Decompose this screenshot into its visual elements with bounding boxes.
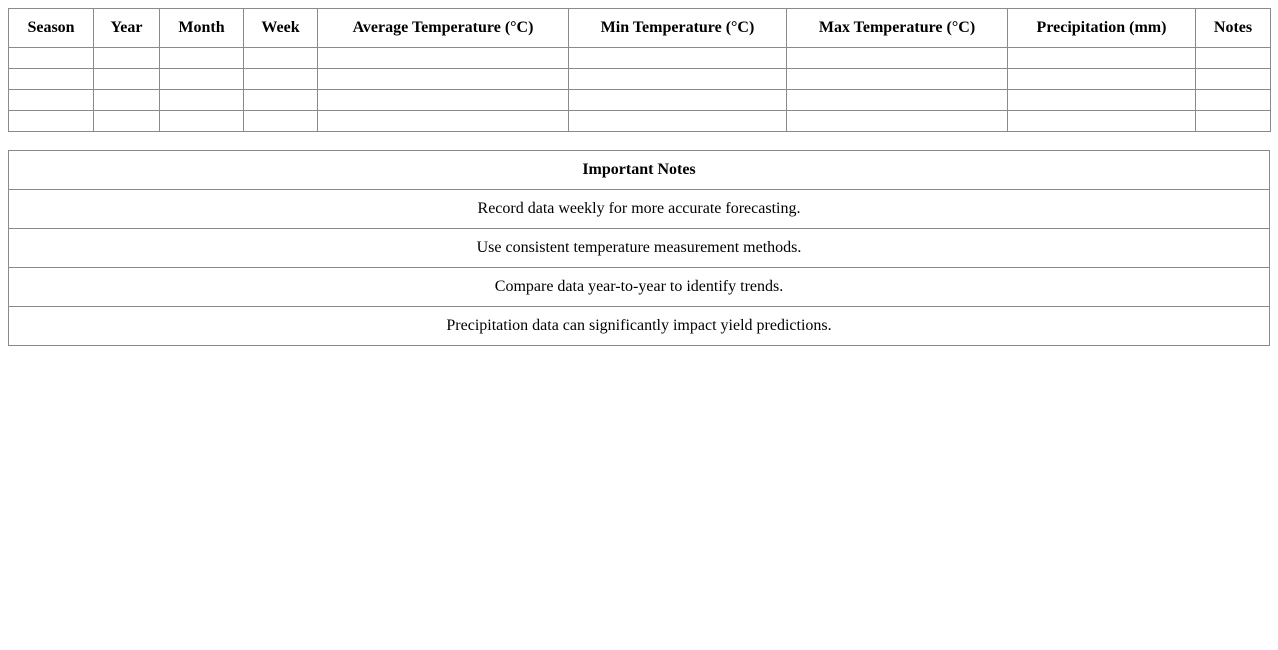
header-precipitation: Precipitation (mm): [1008, 9, 1196, 48]
table-cell[interactable]: [318, 111, 569, 132]
header-average-temperature: Average Temperature (°C): [318, 9, 569, 48]
header-row: [9, 9, 1271, 48]
table-cell[interactable]: [94, 48, 160, 69]
table-cell[interactable]: [244, 69, 318, 90]
table-cell[interactable]: [787, 90, 1008, 111]
table-cell[interactable]: [318, 90, 569, 111]
table-cell[interactable]: [160, 69, 244, 90]
table-cell[interactable]: [1196, 111, 1271, 132]
table-cell[interactable]: [9, 111, 94, 132]
table-cell[interactable]: [160, 90, 244, 111]
table-cell[interactable]: [9, 69, 94, 90]
table-cell[interactable]: [94, 69, 160, 90]
weather-log-table: [8, 8, 1271, 132]
note-item: Compare data year-to-year to identify trends.: [9, 268, 1270, 307]
note-row: [9, 190, 1270, 229]
table-row: [9, 69, 1271, 90]
table-cell[interactable]: [318, 69, 569, 90]
header-min-temperature: Min Temperature (°C): [569, 9, 787, 48]
table-cell[interactable]: [569, 48, 787, 69]
table-cell[interactable]: [1008, 90, 1196, 111]
header-year: Year: [94, 9, 160, 48]
table-cell[interactable]: [569, 111, 787, 132]
table-cell[interactable]: [1196, 90, 1271, 111]
note-row: [9, 229, 1270, 268]
header-week: Week: [244, 9, 318, 48]
notes-header-row: [9, 151, 1270, 190]
table-row: [9, 111, 1271, 132]
table-cell[interactable]: [1196, 69, 1271, 90]
table-cell[interactable]: [9, 48, 94, 69]
table-cell[interactable]: [244, 90, 318, 111]
table-cell[interactable]: [1008, 111, 1196, 132]
table-cell[interactable]: [160, 111, 244, 132]
table-cell[interactable]: [787, 111, 1008, 132]
table-row: [9, 90, 1271, 111]
header-month: Month: [160, 9, 244, 48]
table-cell[interactable]: [787, 69, 1008, 90]
header-season: Season: [9, 9, 94, 48]
note-row: [9, 268, 1270, 307]
table-cell[interactable]: [94, 111, 160, 132]
table-row: [9, 48, 1271, 69]
table-cell[interactable]: [160, 48, 244, 69]
table-cell[interactable]: [318, 48, 569, 69]
header-max-temperature: Max Temperature (°C): [787, 9, 1008, 48]
table-cell[interactable]: [94, 90, 160, 111]
table-cell[interactable]: [1196, 48, 1271, 69]
note-row: [9, 307, 1270, 346]
table-cell[interactable]: [9, 90, 94, 111]
note-item: Use consistent temperature measurement methods.: [9, 229, 1270, 268]
header-notes: Notes: [1196, 9, 1271, 48]
important-notes-table: [8, 150, 1270, 346]
table-cell[interactable]: [569, 69, 787, 90]
table-cell[interactable]: [787, 48, 1008, 69]
note-item: Precipitation data can significantly impact yield predictions.: [9, 307, 1270, 346]
notes-title: Important Notes: [9, 151, 1270, 190]
table-cell[interactable]: [244, 48, 318, 69]
note-item: Record data weekly for more accurate forecasting.: [9, 190, 1270, 229]
table-cell[interactable]: [1008, 48, 1196, 69]
table-cell[interactable]: [569, 90, 787, 111]
table-cell[interactable]: [244, 111, 318, 132]
table-cell[interactable]: [1008, 69, 1196, 90]
